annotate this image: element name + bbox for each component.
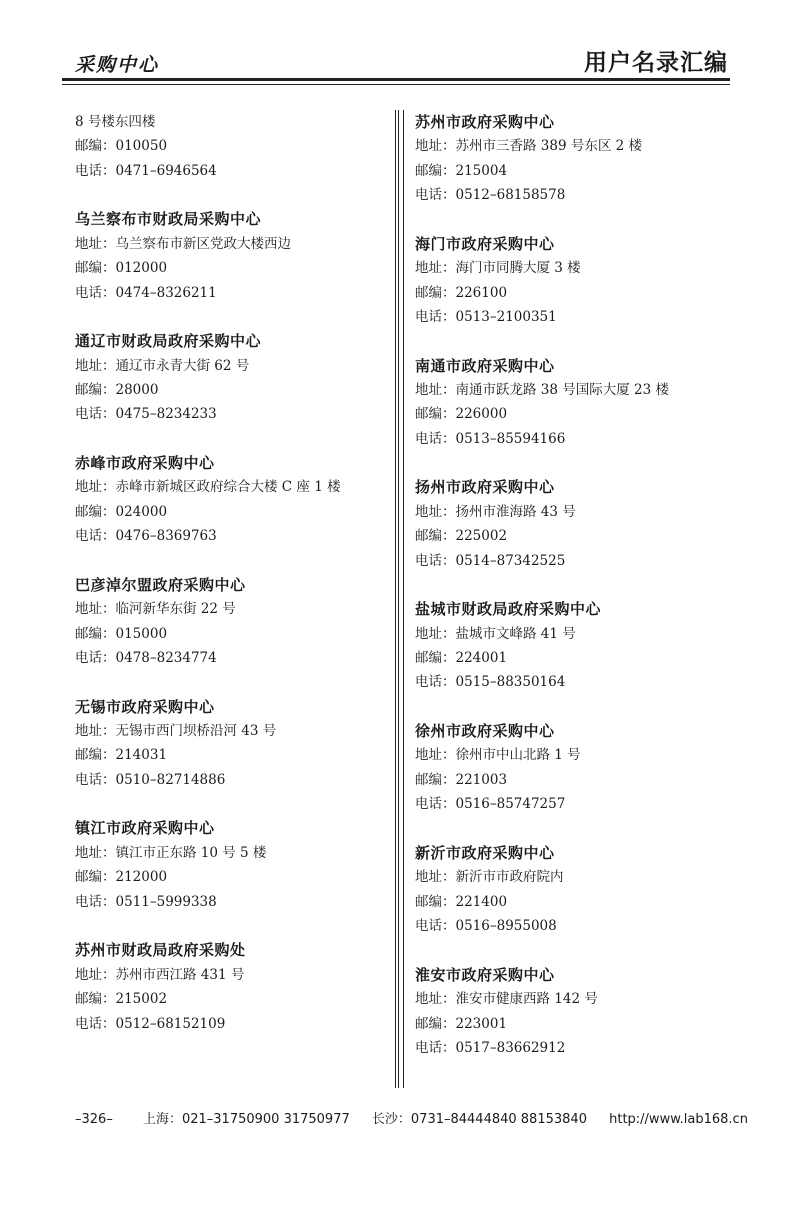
entry-name: 淮安市政府采购中心: [415, 965, 555, 984]
entry-name: 新沂市政府采购中心: [415, 843, 555, 862]
entry-phone: 电话：0512–68152109: [75, 1015, 226, 1032]
directory-entry: [75, 573, 395, 671]
entry-address: 地址：赤峰市新城区政府综合大楼 C 座 1 楼: [75, 479, 341, 496]
entry-address: 地址：无锡市西门坝桥沿河 43 号: [75, 723, 277, 740]
entry-name: 盐城市财政局政府采购中心: [415, 600, 602, 619]
entry-name: 苏州市政府采购中心: [415, 113, 555, 131]
entry-address: 地址：通辽市永青大街 62 号: [75, 357, 250, 374]
footer-shanghai-phone: 上海：021–31750900 31750977: [142, 1112, 350, 1127]
header-rule-thin: [62, 84, 730, 85]
entry-address: 地址：海门市同腾大厦 3 楼: [415, 260, 581, 277]
entry-phone: 电话：0471–6946564: [75, 162, 217, 179]
entry-phone: 电话：0476–8369763: [75, 528, 217, 545]
entry-phone: 电话：0475–8234233: [75, 406, 217, 423]
entry-phone: 电话：0510–82714886: [75, 771, 226, 788]
directory-entry: [75, 938, 395, 1036]
entry-phone: 电话：0514–87342525: [415, 552, 566, 569]
left-column: [75, 110, 395, 1060]
entry-name: 苏州市财政局政府采购处: [75, 941, 246, 960]
entry-postcode: 邮编：226000: [415, 406, 508, 423]
entry-line: 8 号楼东四楼: [75, 114, 156, 130]
entry-address: 地址：徐州市中山北路 1 号: [415, 747, 581, 764]
directory-entry: [75, 329, 395, 427]
entry-phone: 电话：0478–8234774: [75, 650, 217, 667]
entry-postcode: 邮编：221003: [415, 771, 508, 788]
entry-postcode: 邮编：225002: [415, 528, 508, 545]
header-book-title: 用户名录汇编: [584, 50, 728, 76]
entry-postcode: 邮编：221400: [415, 893, 508, 910]
entry-name: 徐州市政府采购中心: [415, 722, 555, 741]
page-number: –326–: [75, 1112, 113, 1127]
entry-postcode: 邮编：024000: [75, 503, 168, 520]
directory-entry: [415, 475, 735, 573]
footer: [75, 1108, 766, 1127]
entry-name: 巴彦淖尔盟政府采购中心: [75, 575, 246, 594]
entry-phone: 电话：0511–5999338: [75, 893, 217, 910]
entry-phone: 电话：0513–2100351: [415, 309, 557, 326]
entry-address: 地址：南通市跃龙路 38 号国际大厦 23 楼: [415, 382, 670, 399]
directory-entry: [75, 110, 395, 183]
entry-postcode: 邮编：012000: [75, 260, 168, 277]
entry-phone: 电话：0517–83662912: [415, 1039, 566, 1056]
entry-phone: 电话：0515–88350164: [415, 674, 566, 691]
entry-address: 地址：淮安市健康西路 142 号: [415, 991, 598, 1008]
directory-entry: [75, 816, 395, 914]
entry-address: 地址：扬州市淮海路 43 号: [415, 503, 576, 520]
entry-address: 地址：镇江市正东路 10 号 5 楼: [75, 844, 267, 861]
entry-phone: 电话：0516–8955008: [415, 918, 557, 935]
entry-postcode: 邮编：28000: [75, 382, 159, 399]
directory-entry: [75, 207, 395, 305]
footer-url[interactable]: http://www.lab168.cn: [609, 1112, 748, 1127]
entry-postcode: 邮编：215002: [75, 991, 168, 1008]
entry-name: 通辽市财政局政府采购中心: [75, 332, 262, 351]
directory-entry: [75, 695, 395, 793]
entry-name: 海门市政府采购中心: [415, 234, 555, 253]
column-divider: [395, 110, 404, 1088]
entry-address: 地址：新沂市市政府院内: [415, 869, 564, 886]
entry-address: 地址：苏州市三香路 389 号东区 2 楼: [415, 138, 643, 155]
directory-entry: [415, 841, 735, 939]
header-rule: [62, 78, 730, 81]
entry-postcode: 邮编：223001: [415, 1015, 508, 1032]
footer-changsha-phone: 长沙：0731–84444840 88153840: [371, 1112, 587, 1127]
directory-entry: [75, 451, 395, 549]
entry-postcode: 邮编：215004: [415, 162, 508, 179]
entry-postcode: 邮编：226100: [415, 284, 508, 301]
entry-phone: 电话：0512–68158578: [415, 187, 566, 204]
directory-entry: [415, 597, 735, 695]
entry-name: 扬州市政府采购中心: [415, 478, 555, 497]
entry-address: 地址：临河新华东街 22 号: [75, 601, 236, 618]
entry-postcode: 邮编：224001: [415, 650, 508, 667]
entry-name: 南通市政府采购中心: [415, 356, 555, 375]
entry-address: 地址：乌兰察布市新区党政大楼西边: [75, 235, 291, 252]
entry-postcode: 邮编：015000: [75, 625, 168, 642]
entry-postcode: 邮编：214031: [75, 747, 168, 764]
directory-entry: [415, 232, 735, 330]
entry-phone: 电话：0516–85747257: [415, 796, 566, 813]
directory-entry: [415, 110, 735, 208]
directory-entry: [415, 963, 735, 1061]
entry-address: 地址：盐城市文峰路 41 号: [415, 625, 576, 642]
entry-phone: 电话：0474–8326211: [75, 284, 217, 301]
header-section-title: 采购中心: [75, 54, 160, 76]
directory-entry: [415, 354, 735, 452]
entry-name: 镇江市政府采购中心: [75, 819, 215, 838]
entry-name: 乌兰察布市财政局采购中心: [75, 210, 262, 229]
entry-name: 无锡市政府采购中心: [75, 697, 215, 716]
entry-phone: 电话：0513–85594166: [415, 430, 566, 447]
entry-postcode: 邮编：010050: [75, 138, 168, 155]
entry-name: 赤峰市政府采购中心: [75, 454, 215, 473]
directory-entry: [415, 719, 735, 817]
entry-address: 地址：苏州市西江路 431 号: [75, 966, 245, 983]
entry-postcode: 邮编：212000: [75, 869, 168, 886]
right-column: [415, 110, 735, 1085]
